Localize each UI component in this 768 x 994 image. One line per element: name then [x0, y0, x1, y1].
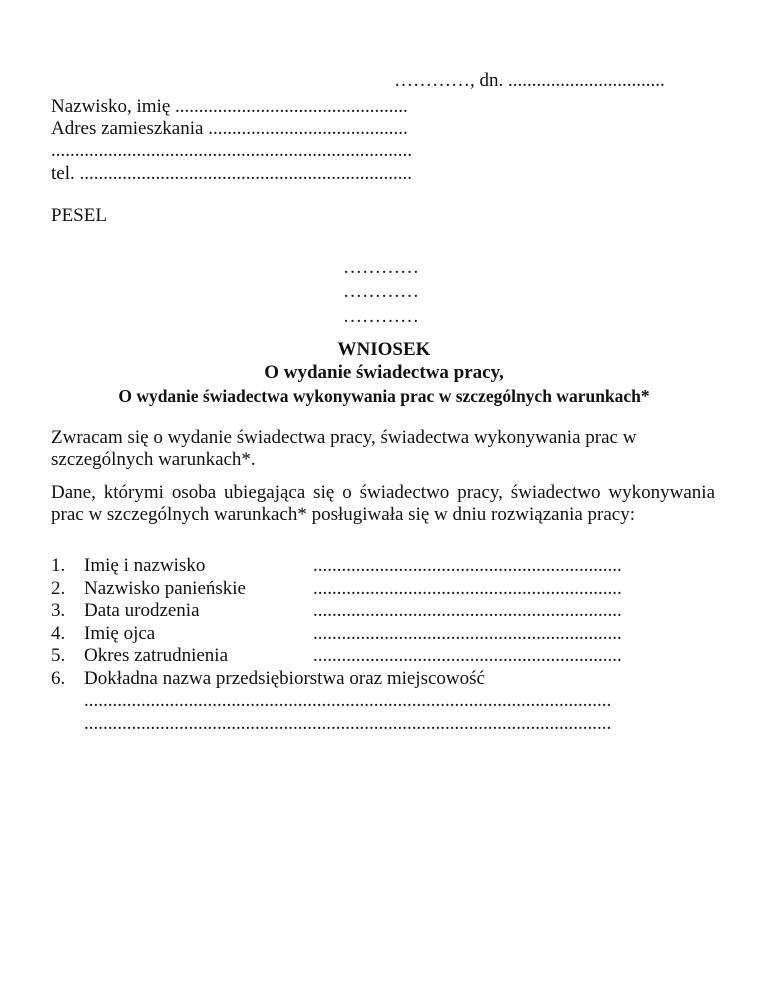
pesel-label: PESEL: [51, 205, 107, 226]
address-continuation-line: ............................................................................: [51, 140, 412, 161]
item-fill-line: .................................................................: [313, 600, 622, 621]
item-number: 3.: [51, 600, 66, 621]
list-item: [51, 668, 715, 691]
list-item: [51, 578, 715, 601]
item-6-fill-line-2: [51, 713, 715, 736]
document-subtitle-2: O wydanie świadectwa wykonywania prac w szczególnych warunkach*: [118, 386, 650, 406]
document-subtitle-1: O wydanie świadectwa pracy,: [264, 362, 504, 383]
item-number: 4.: [51, 622, 66, 644]
item-number: 6.: [51, 667, 66, 689]
phone-field-line: tel. ......................................................................: [51, 163, 412, 184]
name-field-line: Nazwisko, imię .................................................: [51, 96, 408, 117]
list-item: [51, 645, 715, 668]
list-item: [51, 600, 715, 623]
data-list: [51, 555, 715, 735]
item-6-fill-line-1: [51, 690, 715, 713]
item-label: Okres zatrudnienia: [84, 645, 229, 666]
item-label: Data urodzenia: [84, 600, 200, 621]
addressee-line-3: …………: [343, 306, 419, 327]
item-fill-line: .................................................................: [313, 622, 622, 644]
request-paragraph: Zwracam się o wydanie świadectwa pracy, świadectwa wykonywania prac w szczególnych warunkach*.: [51, 427, 637, 470]
place-date-line: …………, dn. .................................: [394, 70, 665, 91]
address-field-line: Adres zamieszkania ..........................................: [51, 118, 408, 139]
item-label: Imię i nazwisko: [84, 555, 206, 576]
item-label: Imię ojca: [84, 622, 156, 644]
list-item: [51, 555, 715, 578]
item-number: 1.: [51, 555, 66, 576]
item-fill-line: ...............................................................................................................: [84, 712, 612, 734]
item-number: 5.: [51, 645, 66, 666]
item-fill-line: ...............................................................................................................: [84, 690, 612, 711]
addressee-line-1: …………: [343, 257, 419, 278]
item-fill-line: .................................................................: [313, 555, 622, 576]
document-title: WNIOSEK: [337, 339, 431, 360]
addressee-line-2: …………: [343, 281, 419, 302]
item-number: 2.: [51, 577, 66, 599]
item-fill-line: .................................................................: [313, 577, 622, 599]
item-fill-line: .................................................................: [313, 645, 622, 666]
item-label: Dokładna nazwa przedsiębiorstwa oraz miejscowość: [84, 667, 485, 689]
list-item: [51, 623, 715, 646]
intro-paragraph: Dane, którymi osoba ubiegająca się o świadectwo pracy, świadectwo wykonywania prac w szczególnych warunkach* posługiwała się w dniu rozwiązania pracy:: [51, 482, 715, 525]
item-label: Nazwisko panieńskie: [84, 577, 246, 599]
